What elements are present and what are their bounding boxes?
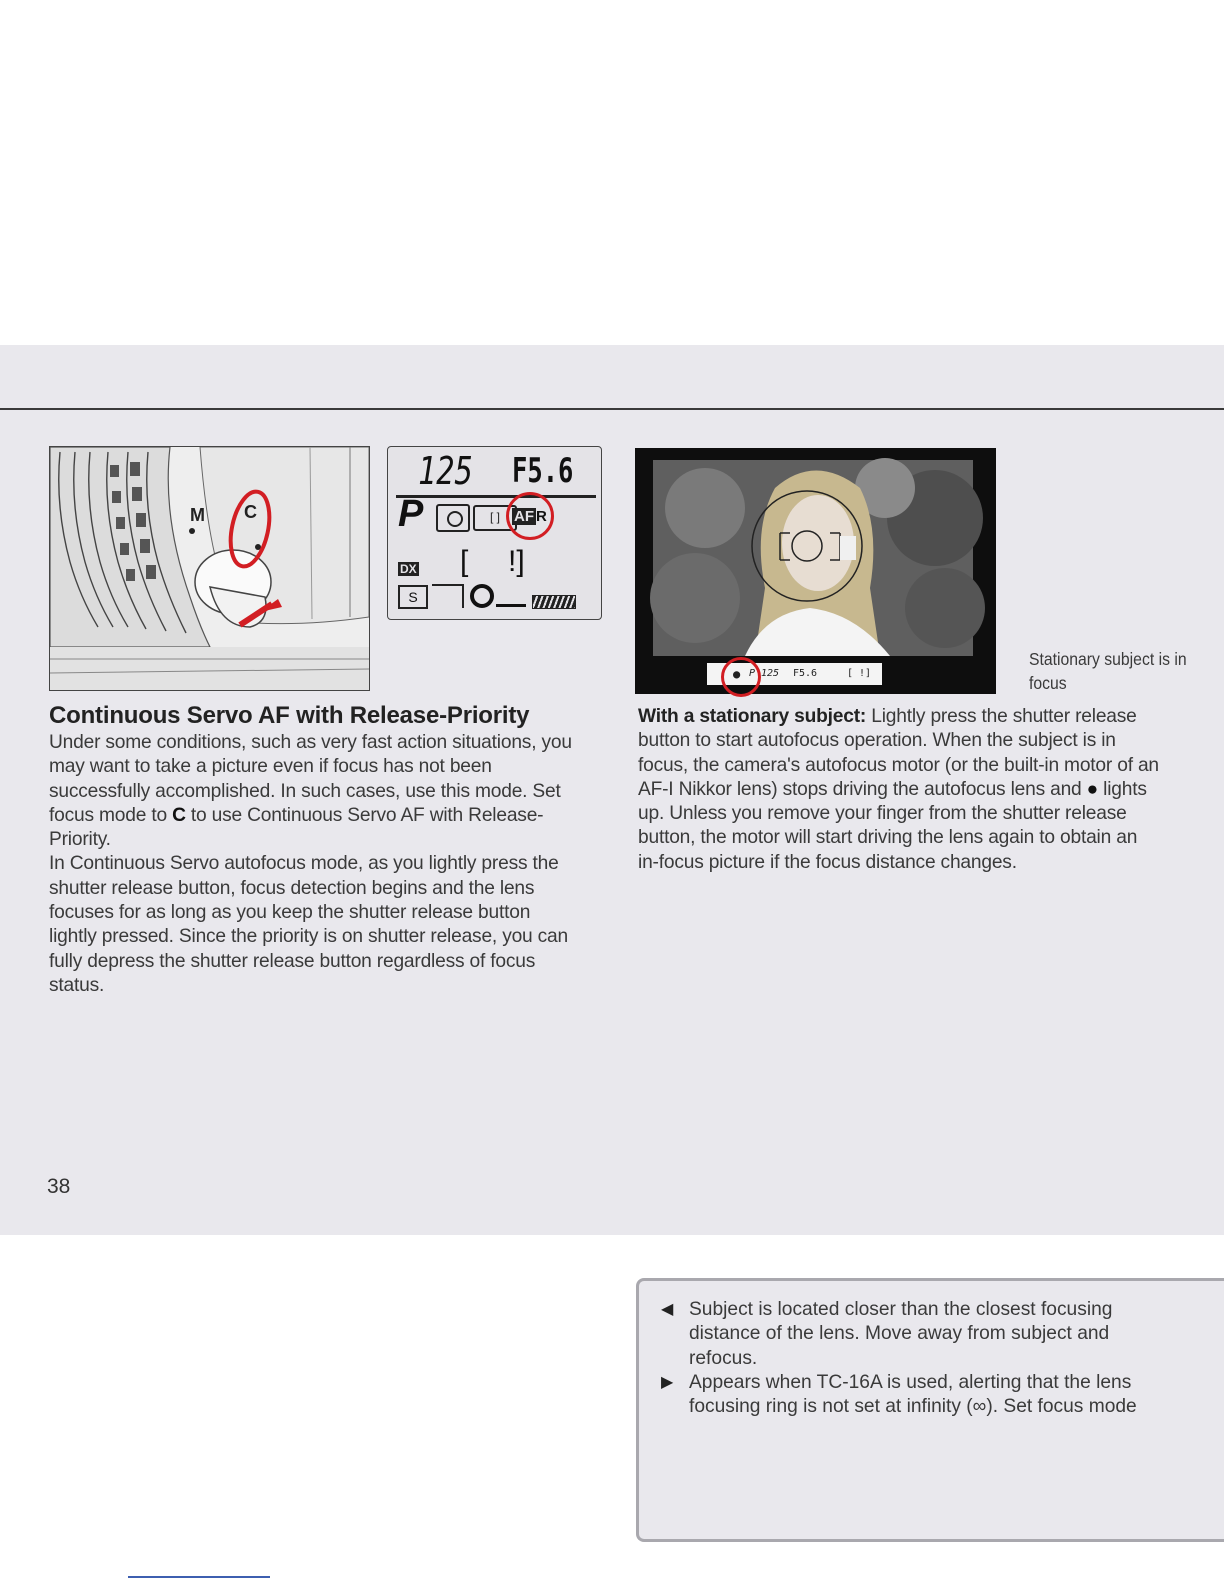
- right-line2: button to start autofocus operation. When the subject is in: [638, 730, 1116, 752]
- left-p1-line4-pre: focus mode to: [49, 804, 173, 826]
- focus-mode-c: C: [172, 804, 186, 826]
- lcd-metering-icon: [436, 504, 470, 532]
- note-close-focus: [661, 1298, 1113, 1371]
- caption-line2: focus: [1029, 673, 1067, 693]
- left-p2-line5: fully depress the shutter release button regardless of focus: [49, 950, 536, 972]
- note2-line2: focusing ring is not set at infinity (∞). Set focus mode: [689, 1396, 1137, 1418]
- lcd-film-icon: [470, 584, 494, 608]
- left-p1-line3: successfully accomplished. In such cases, use this mode. Set: [49, 780, 561, 802]
- left-p2-line2: shutter release button, focus detection begins and the lens: [49, 877, 535, 899]
- stationary-subject-lead: With a stationary subject:: [638, 706, 867, 727]
- viewfinder-illustration: [635, 448, 996, 694]
- mode-label-c: C: [244, 502, 257, 522]
- left-p2-line1: In Continuous Servo autofocus mode, as you lightly press the: [49, 853, 559, 875]
- right-line7: in-focus picture if the focus distance changes.: [638, 851, 1017, 873]
- vf-focus-highlight-circle: [721, 657, 761, 697]
- lcd-dx-indicator: DX: [400, 562, 417, 576]
- right-line1-text: Lightly press the shutter release: [866, 706, 1137, 727]
- in-focus-dot-icon: ●: [1086, 778, 1099, 800]
- left-p2-line6: status.: [49, 974, 105, 996]
- vf-brackets: [ !]: [847, 668, 872, 679]
- left-p1-line1: Under some conditions, such as very fast action situations, you: [49, 732, 572, 753]
- lcd-bracket-left: [: [460, 545, 469, 578]
- lcd-film-line: [496, 604, 526, 607]
- vf-aperture: F5.6: [793, 668, 818, 679]
- bottom-rule: [128, 1576, 270, 1578]
- lcd-bracket-right: !]: [508, 545, 525, 578]
- note2-line1: Appears when TC-16A is used, alerting that the lens: [689, 1372, 1132, 1393]
- left-arrow-icon: ◀: [661, 1301, 674, 1318]
- right-line4: [638, 778, 1218, 802]
- vf-mode: P: [749, 668, 756, 679]
- left-p1-line4-post: to use Continuous Servo AF with Release-: [185, 804, 544, 826]
- right-line5: up. Unless you remove your finger from the shutter release: [638, 803, 1127, 825]
- lcd-battery-icon: [532, 595, 576, 609]
- right-line3: focus, the camera's autofocus motor (or the built-in motor of an: [638, 754, 1159, 776]
- note-tc16a: [661, 1371, 1137, 1420]
- lcd-frame-line: [432, 584, 464, 608]
- left-p2-line4: lightly pressed. Since the priority is on shutter release, you can: [49, 926, 568, 948]
- control-panel-lcd: [387, 446, 602, 620]
- lcd-aperture: F5.6: [512, 451, 574, 491]
- in-focus-indicator-icon: ●: [733, 667, 741, 681]
- indicator-notes-box: [636, 1278, 1224, 1542]
- lcd-af-r-label: R: [536, 508, 547, 525]
- right-line6: button, the motor will start driving the lens again to obtain an: [638, 827, 1138, 849]
- left-body-text: [49, 731, 619, 998]
- right-line4-pre: AF-I Nikkor lens) stops driving the autofocus lens and: [638, 778, 1087, 800]
- left-p2-line3: focuses for as long as you keep the shutter release button: [49, 902, 531, 924]
- mode-label-m: M: [190, 505, 205, 525]
- right-line1: [638, 705, 1218, 729]
- left-p1-line4: [49, 804, 619, 828]
- manual-page: [0, 345, 1224, 1418]
- viewfinder-photo: [635, 448, 996, 694]
- page-number: 38: [47, 1175, 71, 1198]
- lcd-shutter-speed: 125: [418, 449, 473, 493]
- note1-line2: distance of the lens. Move away from subject and: [689, 1323, 1110, 1345]
- left-p1-line5: Priority.: [49, 829, 111, 851]
- caption-line1: Stationary subject is in: [1029, 649, 1187, 669]
- lcd-af-highlight-circle: [506, 492, 554, 540]
- top-rule: [0, 408, 1224, 410]
- lcd-exposure-mode: P: [398, 493, 424, 535]
- right-line4-post: lights: [1098, 778, 1147, 800]
- vf-shutter: 125: [761, 668, 780, 679]
- lcd-focus-area-icon: [ ]: [473, 505, 517, 531]
- left-p1-line2: may want to take a picture even if focus has not been: [49, 756, 492, 778]
- right-body-text: [638, 705, 1218, 875]
- lcd-divider: [396, 495, 596, 498]
- viewfinder-caption: [1029, 647, 1218, 695]
- focus-mode-dial-drawing: [50, 447, 369, 690]
- note1-line3: refocus.: [689, 1347, 758, 1369]
- focus-mode-selector-illustration: [49, 446, 370, 691]
- right-arrow-icon: ▶: [661, 1374, 674, 1391]
- section-heading: Continuous Servo AF with Release-Priority: [49, 702, 530, 729]
- lcd-release-mode: S: [398, 585, 428, 609]
- lcd-af-label: AF: [514, 508, 534, 525]
- note1-line1: Subject is located closer than the closest focusing: [689, 1299, 1113, 1320]
